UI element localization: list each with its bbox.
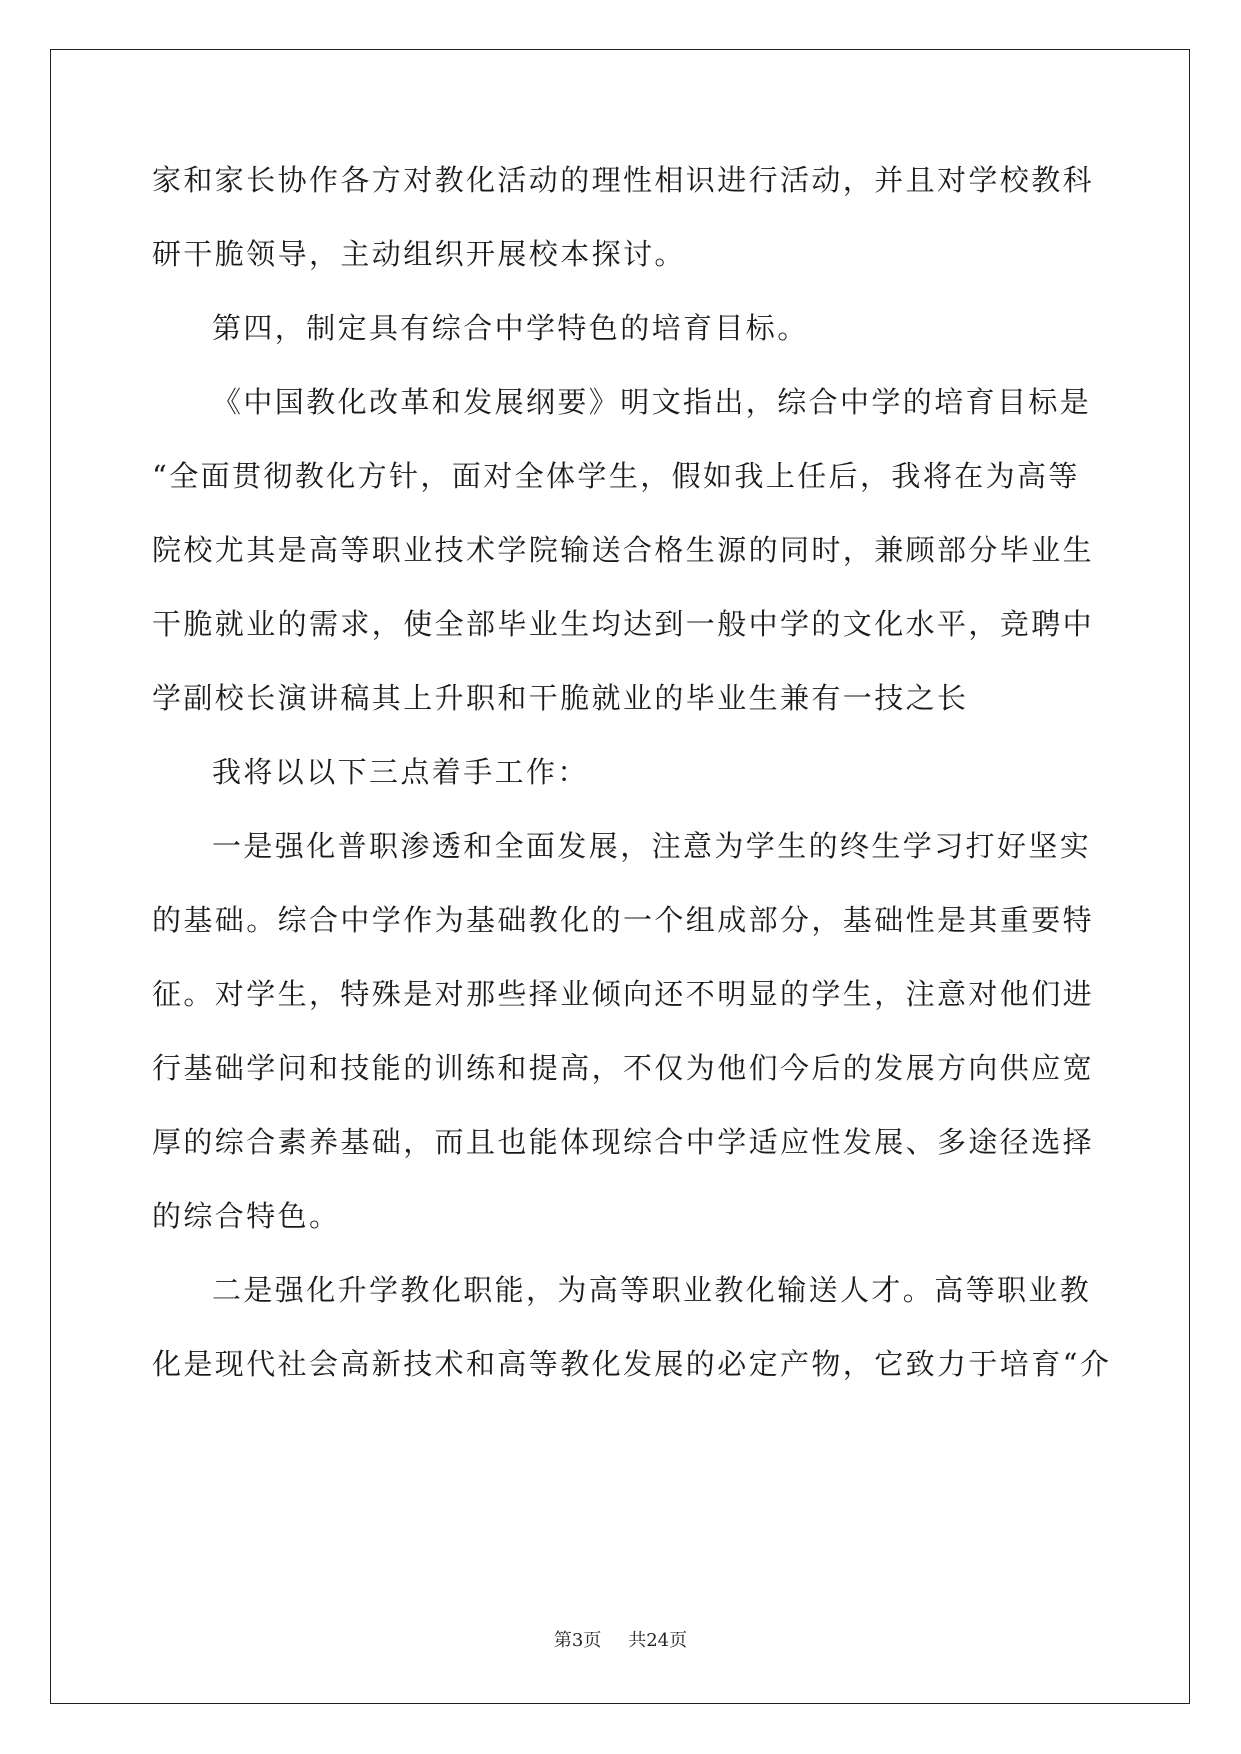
text-line: 家和家长协作各方对教化活动的理性相识进行活动，并且对学校教科	[152, 163, 1095, 197]
text-line: 研干脆领导，主动组织开展校本探讨。	[152, 237, 686, 271]
text-line: 院校尤其是高等职业技术学院输送合格生源的同时，兼顾部分毕业生	[152, 533, 1095, 567]
text-line: 一是强化普职渗透和全面发展，注意为学生的终生学习打好坚实	[212, 829, 1092, 863]
text-line: 我将以以下三点着手工作：	[212, 755, 589, 789]
page-footer	[0, 1626, 1241, 1652]
text-line: 的基础。综合中学作为基础教化的一个组成部分，基础性是其重要特	[152, 903, 1095, 937]
page-total: 共24页	[628, 1630, 688, 1651]
text-line: 的综合特色。	[152, 1199, 341, 1233]
text-line: 学副校长演讲稿其上升职和干脆就业的毕业生兼有一技之长	[152, 681, 969, 715]
text-line: 《中国教化改革和发展纲要》明文指出，综合中学的培育目标是	[212, 385, 1092, 419]
text-line: 化是现代社会高新技术和高等教化发展的必定产物，它致力于培育“介	[152, 1347, 1112, 1381]
text-line: 干脆就业的需求，使全部毕业生均达到一般中学的文化水平，竞聘中	[152, 607, 1095, 641]
text-line: “全面贯彻教化方针，面对全体学生，假如我上任后，我将在为高等	[152, 459, 1080, 493]
text-line: 第四，制定具有综合中学特色的培育目标。	[212, 311, 809, 345]
text-line: 行基础学问和技能的训练和提高，不仅为他们今后的发展方向供应宽	[152, 1051, 1095, 1085]
text-line: 二是强化升学教化职能，为高等职业教化输送人才。高等职业教	[212, 1273, 1092, 1307]
page-number: 第3页	[553, 1630, 602, 1651]
text-line: 征。对学生，特殊是对那些择业倾向还不明显的学生，注意对他们进	[152, 977, 1095, 1011]
page-frame	[50, 49, 1190, 1704]
text-line: 厚的综合素养基础，而且也能体现综合中学适应性发展、多途径选择	[152, 1125, 1095, 1159]
